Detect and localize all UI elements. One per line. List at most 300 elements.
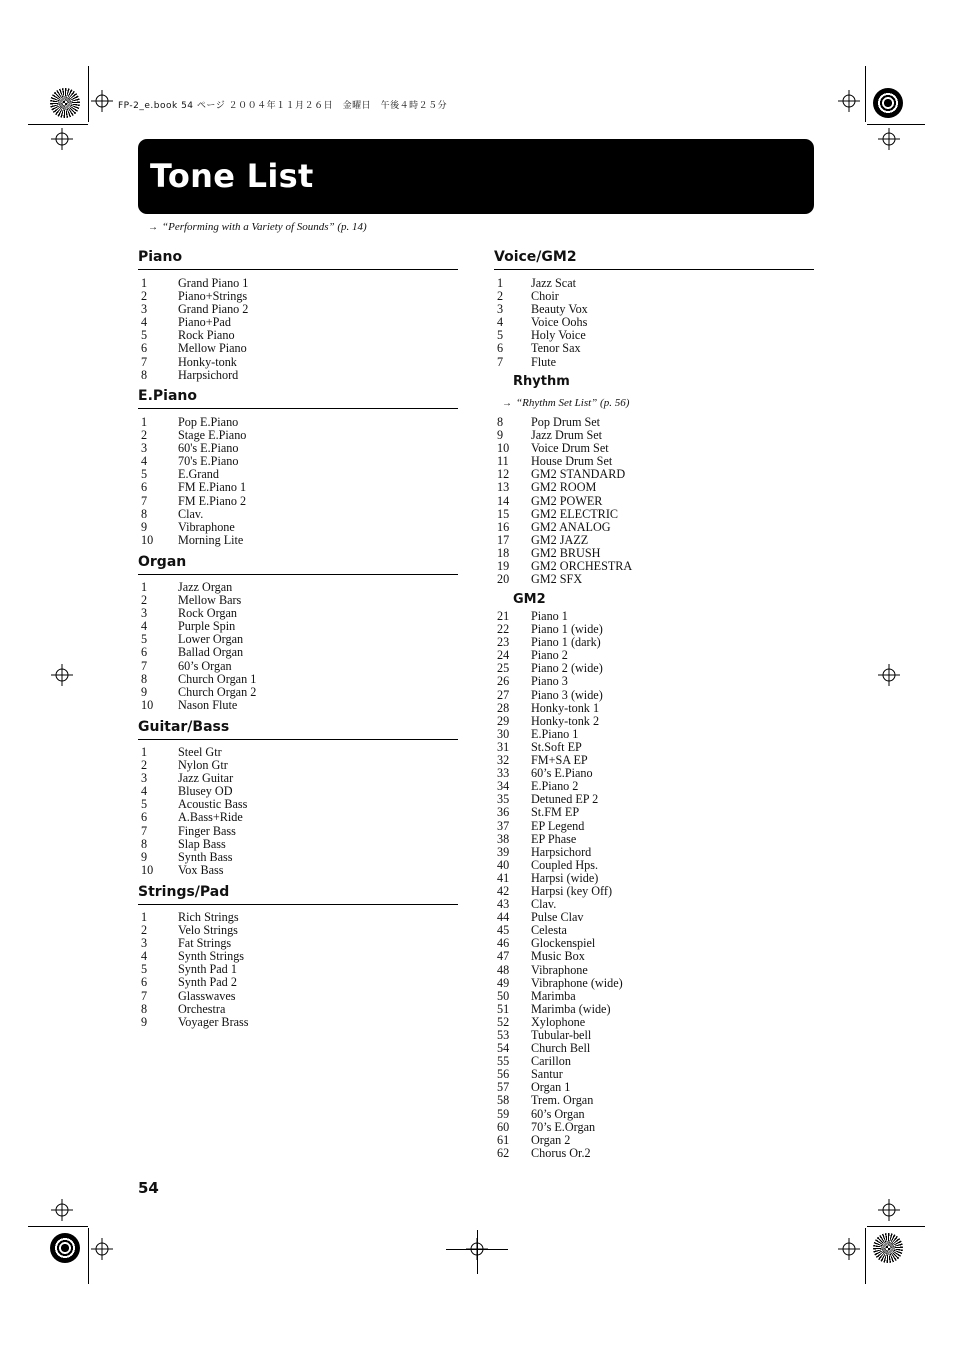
tone-number: 34	[497, 779, 510, 794]
crop-mark	[865, 66, 866, 122]
section-title-strings-pad: Strings/Pad	[138, 884, 230, 900]
tone-name: FM E.Piano 1	[178, 480, 247, 495]
tone-name: A.Bass+Ride	[178, 810, 243, 825]
tone-name: Organ 2	[531, 1132, 571, 1147]
registration-starburst-icon	[50, 88, 80, 118]
section-title-piano: Piano	[138, 249, 183, 265]
tone-name: Harpsichord	[178, 367, 239, 382]
tone-number: 46	[497, 936, 510, 951]
print-header: FP-2_e.book 54 ページ ２００４年１１月２６日 金曜日 午後４時２５分	[118, 101, 448, 111]
title-bar	[138, 139, 814, 214]
section-divider	[138, 269, 458, 270]
tone-list-item	[494, 689, 794, 702]
tone-number: 48	[497, 962, 510, 977]
tone-name: EP Legend	[531, 818, 585, 833]
tone-number: 23	[497, 635, 510, 650]
tone-list-item	[141, 342, 441, 355]
tone-number: 21	[497, 609, 510, 623]
tone-name: St.Soft EP	[531, 739, 582, 754]
tone-name: Grand Piano 2	[178, 302, 249, 317]
tone-number: 31	[497, 739, 510, 754]
tone-name: Vibraphone (wide)	[531, 975, 623, 990]
tone-name: St.FM EP	[531, 805, 580, 820]
tone-number: 26	[497, 674, 510, 689]
tone-list-epiano	[141, 416, 441, 547]
crop-mark	[867, 1226, 925, 1227]
tone-number: 39	[497, 844, 510, 859]
tone-name: Holy Voice	[531, 328, 586, 343]
tone-name: Fat Strings	[178, 936, 232, 951]
tone-number: 33	[497, 766, 510, 781]
tone-number: 2	[141, 593, 148, 608]
tone-number: 4	[141, 315, 148, 330]
tone-list-item	[141, 864, 441, 877]
tone-list-item	[494, 1003, 794, 1016]
crop-mark	[477, 1230, 478, 1274]
tone-name: Nason Flute	[178, 697, 238, 712]
tone-list-item	[494, 481, 794, 494]
tone-name: Choir	[531, 289, 559, 304]
tone-number: 3	[141, 441, 148, 456]
tone-number: 22	[497, 622, 510, 637]
tone-name: Detuned EP 2	[531, 792, 599, 807]
tone-name: Carillon	[531, 1054, 571, 1069]
registration-target-icon	[873, 88, 903, 118]
tone-list-item	[494, 1147, 794, 1160]
tone-number: 2	[141, 923, 148, 938]
tone-number: 7	[141, 823, 148, 838]
tone-number: 3	[141, 771, 148, 786]
tone-name: Clav.	[178, 506, 204, 521]
tone-name: Jazz Guitar	[178, 771, 234, 786]
tone-number: 2	[141, 758, 148, 773]
tone-name: Vox Bass	[178, 862, 224, 877]
tone-name: Celesta	[531, 923, 567, 938]
tone-number: 57	[497, 1080, 510, 1095]
tone-number: 59	[497, 1106, 510, 1121]
tone-name: Slap Bass	[178, 836, 226, 851]
tone-number: 62	[497, 1145, 510, 1160]
tone-name: Organ 1	[531, 1080, 571, 1095]
tone-list-item	[141, 851, 441, 864]
tone-name: Pulse Clav	[531, 910, 584, 925]
tone-number: 44	[497, 910, 510, 925]
tone-name: Marimba (wide)	[531, 1001, 611, 1016]
tone-list-piano	[141, 277, 441, 382]
tone-number: 7	[141, 354, 148, 369]
crop-mark	[867, 124, 925, 125]
tone-name: Piano 2	[531, 648, 568, 663]
tone-number: 40	[497, 857, 510, 872]
tone-number: 1	[141, 745, 148, 759]
tone-name: Finger Bass	[178, 823, 236, 838]
tone-name: Chorus Or.2	[531, 1145, 591, 1160]
tone-name: Tenor Sax	[531, 341, 581, 356]
tone-name: 70’s E.Organ	[531, 1119, 596, 1134]
tone-name: Mellow Piano	[178, 341, 247, 356]
crop-mark	[88, 1228, 89, 1284]
tone-number: 43	[497, 897, 510, 912]
tone-list-item	[494, 1108, 794, 1121]
section-divider	[138, 408, 458, 409]
tone-list-item	[141, 534, 441, 547]
registration-target-icon	[50, 1233, 80, 1263]
tone-number: 1	[141, 910, 148, 924]
tone-name: Harpsichord	[531, 844, 592, 859]
tone-number: 50	[497, 988, 510, 1003]
tone-name: GM2 ANALOG	[531, 519, 611, 534]
tone-number: 18	[497, 545, 510, 560]
tone-number: 20	[497, 572, 510, 587]
tone-number: 6	[141, 341, 148, 356]
tone-number: 5	[141, 962, 148, 977]
tone-number: 8	[141, 836, 148, 851]
tone-number: 35	[497, 792, 510, 807]
tone-name: E.Grand	[178, 467, 219, 482]
tone-number: 24	[497, 648, 510, 663]
tone-name: Jazz Organ	[178, 580, 233, 594]
tone-number: 7	[141, 658, 148, 673]
tone-number: 1	[141, 580, 148, 594]
tone-list-item	[141, 990, 441, 1003]
tone-number: 2	[141, 289, 148, 304]
tone-number: 8	[141, 506, 148, 521]
tone-name: FM E.Piano 2	[178, 493, 247, 508]
tone-number: 8	[141, 671, 148, 686]
tone-name: FM+SA EP	[531, 753, 588, 768]
tone-name: Santur	[531, 1067, 563, 1082]
tone-name: Orchestra	[178, 1001, 226, 1016]
tone-name: Piano 3 (wide)	[531, 687, 603, 702]
tone-name: Flute	[531, 354, 557, 369]
tone-number: 9	[141, 684, 148, 699]
tone-number: 19	[497, 559, 510, 574]
tone-list-item	[494, 977, 794, 990]
tone-name: Clav.	[531, 897, 557, 912]
tone-name: Honky-tonk 2	[531, 713, 600, 728]
tone-name: Harpsi (key Off)	[531, 883, 612, 898]
tone-list-item	[141, 508, 441, 521]
tone-list-item	[494, 534, 794, 547]
tone-name: GM2 ROOM	[531, 480, 597, 495]
tone-number: 11	[497, 454, 509, 469]
tone-list-item	[494, 990, 794, 1003]
tone-name: Nylon Gtr	[178, 758, 228, 773]
tone-name: Church Bell	[531, 1041, 591, 1056]
tone-number: 58	[497, 1093, 510, 1108]
tone-number: 9	[141, 1014, 148, 1029]
tone-name: Synth Pad 1	[178, 962, 237, 977]
tone-name: Grand Piano 1	[178, 276, 249, 290]
tone-number: 10	[141, 862, 154, 877]
tone-number: 25	[497, 661, 510, 676]
tone-name: Piano+Strings	[178, 289, 248, 304]
tone-number: 4	[141, 454, 148, 469]
tone-name: 60's E.Piano	[178, 441, 239, 456]
tone-number: 5	[141, 632, 148, 647]
page-number: 54	[138, 1179, 159, 1197]
crosshair-icon	[51, 664, 73, 686]
tone-list-item	[141, 976, 441, 989]
tone-number: 30	[497, 726, 510, 741]
section-divider	[494, 269, 814, 270]
tone-number: 56	[497, 1067, 510, 1082]
tone-name: Steel Gtr	[178, 745, 222, 759]
tone-name: GM2 JAZZ	[531, 532, 589, 547]
tone-list-item	[494, 495, 794, 508]
tone-name: Glasswaves	[178, 988, 236, 1003]
tone-list-item	[494, 715, 794, 728]
tone-name: Trem. Organ	[531, 1093, 594, 1108]
tone-list-item	[141, 673, 441, 686]
tone-number: 5	[141, 797, 148, 812]
tone-list-item	[494, 872, 794, 885]
cross-reference[interactable]	[148, 221, 367, 233]
tone-list-item	[141, 811, 441, 824]
tone-number: 7	[141, 493, 148, 508]
tone-name: Coupled Hps.	[531, 857, 599, 872]
tone-list-item	[494, 508, 794, 521]
tone-name: Piano 1 (wide)	[531, 622, 603, 637]
tone-list-item	[141, 521, 441, 534]
tone-list-item	[141, 1003, 441, 1016]
tone-name: Glockenspiel	[531, 936, 596, 951]
tone-list-item	[494, 573, 794, 586]
tone-number: 9	[497, 428, 504, 443]
tone-number: 10	[497, 441, 510, 456]
tone-number: 8	[497, 415, 504, 429]
tone-list-item	[494, 950, 794, 963]
tone-name: Marimba	[531, 988, 576, 1003]
tone-name: GM2 BRUSH	[531, 545, 601, 560]
tone-number: 47	[497, 949, 510, 964]
tone-name: Piano+Pad	[178, 315, 231, 330]
tone-number: 49	[497, 975, 510, 990]
tone-number: 4	[141, 619, 148, 634]
tone-number: 28	[497, 700, 510, 715]
tone-name: Piano 1 (dark)	[531, 635, 601, 650]
tone-number: 3	[497, 302, 504, 317]
tone-list-item	[494, 1094, 794, 1107]
tone-name: Beauty Vox	[531, 302, 588, 317]
tone-number: 60	[497, 1119, 510, 1134]
crosshair-icon	[878, 664, 900, 686]
tone-number: 45	[497, 923, 510, 938]
tone-name: Mellow Bars	[178, 593, 242, 608]
tone-name: E.Piano 1	[531, 726, 579, 741]
tone-number: 9	[141, 849, 148, 864]
tone-name: GM2 ELECTRIC	[531, 506, 619, 521]
tone-list-item	[494, 675, 794, 688]
tone-name: Piano 1	[531, 609, 568, 623]
tone-name: Synth Bass	[178, 849, 233, 864]
tone-name: Voice Drum Set	[531, 441, 609, 456]
tone-number: 27	[497, 687, 510, 702]
tone-list-strings-pad	[141, 911, 441, 1029]
tone-number: 6	[141, 645, 148, 660]
tone-number: 6	[497, 341, 504, 356]
tone-list-item	[494, 356, 794, 369]
tone-name: 60’s E.Piano	[531, 766, 593, 781]
tone-name: Rock Organ	[178, 606, 238, 621]
tone-list-item	[141, 825, 441, 838]
tone-number: 54	[497, 1041, 510, 1056]
crosshair-icon	[838, 1238, 860, 1260]
tone-number: 10	[141, 697, 154, 712]
tone-number: 7	[497, 354, 504, 369]
tone-name: Voice Oohs	[531, 315, 588, 330]
rhythm-cross-reference[interactable]	[502, 397, 629, 409]
tone-number: 38	[497, 831, 510, 846]
crosshair-icon	[878, 128, 900, 150]
tone-number: 9	[141, 519, 148, 534]
tone-name: Xylophone	[531, 1014, 586, 1029]
tone-name: Tubular-bell	[531, 1028, 592, 1042]
tone-number: 61	[497, 1132, 510, 1147]
tone-number: 4	[497, 315, 504, 330]
tone-name: Blusey OD	[178, 784, 233, 799]
tone-list-item	[141, 369, 441, 382]
tone-number: 16	[497, 519, 510, 534]
tone-name: 60’s Organ	[178, 658, 232, 673]
tone-name: Piano 3	[531, 674, 568, 689]
tone-number: 3	[141, 936, 148, 951]
tone-list-item	[494, 1121, 794, 1134]
tone-number: 5	[497, 328, 504, 343]
section-divider	[138, 904, 458, 905]
tone-name: 60’s Organ	[531, 1106, 585, 1121]
tone-name: Ballad Organ	[178, 645, 244, 660]
tone-list-item	[494, 964, 794, 977]
tone-list-item	[494, 833, 794, 846]
tone-name: House Drum Set	[531, 454, 613, 469]
tone-number: 8	[141, 1001, 148, 1016]
tone-number: 1	[497, 276, 504, 290]
tone-number: 17	[497, 532, 510, 547]
tone-name: Jazz Drum Set	[531, 428, 603, 443]
tone-list-organ	[141, 581, 441, 712]
tone-number: 13	[497, 480, 510, 495]
arrow-icon: →	[148, 222, 158, 233]
tone-number: 52	[497, 1014, 510, 1029]
tone-name: Stage E.Piano	[178, 428, 247, 443]
tone-list-gm2	[494, 610, 794, 1160]
tone-list-item	[141, 495, 441, 508]
tone-number: 6	[141, 975, 148, 990]
tone-list-item	[494, 342, 794, 355]
tone-name: Voyager Brass	[178, 1014, 249, 1029]
tone-name: Vibraphone	[178, 519, 235, 534]
arrow-icon: →	[502, 398, 512, 409]
tone-name: Morning Lite	[178, 532, 244, 547]
tone-name: GM2 POWER	[531, 493, 603, 508]
tone-name: 70's E.Piano	[178, 454, 239, 469]
tone-number: 3	[141, 302, 148, 317]
crosshair-icon	[91, 1238, 113, 1260]
tone-number: 53	[497, 1028, 510, 1042]
tone-number: 3	[141, 606, 148, 621]
tone-number: 8	[141, 367, 148, 382]
tone-name: Pop E.Piano	[178, 415, 239, 429]
tone-list-item	[494, 846, 794, 859]
tone-list-item	[494, 859, 794, 872]
tone-list-item	[141, 699, 441, 712]
tone-list-item	[494, 521, 794, 534]
tone-number: 37	[497, 818, 510, 833]
tone-number: 2	[141, 428, 148, 443]
tone-name: Synth Strings	[178, 949, 245, 964]
tone-number: 41	[497, 870, 510, 885]
tone-number: 6	[141, 480, 148, 495]
tone-name: Church Organ 2	[178, 684, 257, 699]
section-divider	[138, 574, 458, 575]
tone-number: 5	[141, 328, 148, 343]
tone-name: Jazz Scat	[531, 276, 577, 290]
tone-number: 15	[497, 506, 510, 521]
tone-name: Piano 2 (wide)	[531, 661, 603, 676]
tone-name: Vibraphone	[531, 962, 588, 977]
tone-number: 4	[141, 949, 148, 964]
section-title-epiano: E.Piano	[138, 388, 197, 404]
tone-number: 7	[141, 988, 148, 1003]
tone-list-item	[141, 686, 441, 699]
crop-mark	[28, 124, 88, 125]
tone-name: Harpsi (wide)	[531, 870, 599, 885]
tone-list-item	[141, 838, 441, 851]
tone-number: 12	[497, 467, 510, 482]
tone-name: GM2 ORCHESTRA	[531, 559, 633, 574]
crosshair-icon	[51, 1199, 73, 1221]
tone-number: 51	[497, 1001, 510, 1016]
tone-list-item	[494, 702, 794, 715]
tone-number: 5	[141, 467, 148, 482]
crosshair-icon	[91, 90, 113, 112]
crosshair-icon	[51, 128, 73, 150]
tone-number: 4	[141, 784, 148, 799]
tone-number: 10	[141, 532, 154, 547]
tone-name: Pop Drum Set	[531, 415, 601, 429]
tone-name: Music Box	[531, 949, 585, 964]
crosshair-icon	[878, 1199, 900, 1221]
tone-name: GM2 SFX	[531, 572, 583, 587]
tone-name: GM2 STANDARD	[531, 467, 626, 482]
tone-number: 14	[497, 493, 510, 508]
subsection-title-rhythm: Rhythm	[513, 374, 570, 389]
tone-number: 1	[141, 415, 148, 429]
tone-name: Rich Strings	[178, 910, 239, 924]
crop-mark	[28, 1226, 88, 1227]
tone-list-item	[141, 1016, 441, 1029]
tone-list-item	[494, 820, 794, 833]
tone-list-guitar-bass	[141, 746, 441, 877]
tone-name: Velo Strings	[178, 923, 238, 938]
tone-name: Acoustic Bass	[178, 797, 248, 812]
tone-number: 1	[141, 276, 148, 290]
tone-number: 42	[497, 883, 510, 898]
tone-name: EP Phase	[531, 831, 577, 846]
tone-list-item	[141, 356, 441, 369]
crop-mark	[865, 1228, 866, 1284]
tone-number: 55	[497, 1054, 510, 1069]
tone-name: Synth Pad 2	[178, 975, 237, 990]
tone-list-item	[494, 806, 794, 819]
tone-name: Purple Spin	[178, 619, 236, 634]
tone-name: Lower Organ	[178, 632, 244, 647]
page-title: Tone List	[150, 157, 314, 195]
cross-reference-text: “Rhythm Set List” (p. 56)	[516, 397, 630, 409]
tone-number: 2	[497, 289, 504, 304]
tone-number: 36	[497, 805, 510, 820]
